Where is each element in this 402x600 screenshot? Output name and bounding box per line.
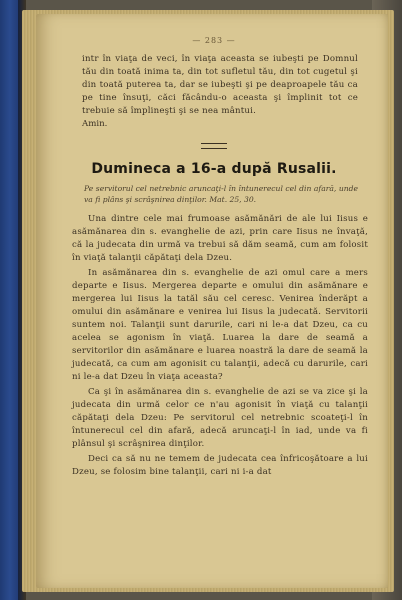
- body-paragraph: Ca şi în asămănarea din s. evanghelie de azi se va zice şi la judecata din urmă celor ce n'au agonisit în viaţă cu talanţii căpătaţi dela Dzeu: Pe servitorul cel netrebnic scoateţi-l în întunerecul cel din afară, adecă aruncaţi-l în iad, unde va fi plânsul şi scrâşnirea dinţilor.: [72, 387, 368, 449]
- body-paragraph: In asămănarea din s. evanghelie de azi omul care a mers departe e Iisus. Mergerea departe e omului din asămănare e mergerea lui Iisus la tatăl său cel ceresc. Venirea înderăpt a omului din asămănare e venirea lui Iisus la judecată. Servitorii suntem noi. Talanţii sunt darurile, cari ni le-a dat Dzeu, ca cu acelea se agonism în viaţă. Luarea la dare de seamă a servitorilor din asămănare e luarea noastră la dare de seamă la judecată, ca cum am agonisit cu talanţii, adecă cu darurile, cari ni le-a dat Dzeu în viaţa aceasta?: [72, 268, 368, 382]
- page-content: [50, 14, 378, 574]
- body-paragraph: Una dintre cele mai frumoase asămănări de ale lui Iisus e asămănarea din s. evanghelie de azi, prin care Iisus ne învaţă, că la judecata din urmă va trebui să dăm seamă, cum am folosit în viaţă talanţii căpătaţi dela Dzeu.: [72, 214, 368, 263]
- epigraph-quote: Pe servitorul cel netrebnic aruncaţi-l în întunerecul cel din afară, unde va fi plâns şi scrâşnirea dinţilor. Mat. 25, 30.: [84, 184, 358, 204]
- amen-line: Amin.: [82, 119, 108, 129]
- sermon-body: [50, 213, 378, 479]
- body-paragraph: Deci ca să nu ne temem de judecata cea înfricoşătoare a lui Dzeu, se folosim bine talanţii, cari ni i-a dat: [72, 454, 368, 477]
- page-number: — 283 —: [192, 36, 236, 45]
- section-title: Dumineca a 16-a după Rusalii.: [91, 161, 337, 177]
- closing-paragraph: intr în viaţa de veci, în viaţa aceasta se iubeşti pe Domnul tău din toată inima ta, din tot sufletul tău, din tot cugetul şi din toată puterea ta, dar se iubeşti şi pe deaproapele tău ca pe tine însuţi, căci făcându-o aceasta şi împlinit tot ce trebuie să împlineşti şi se nea mântui.: [82, 54, 358, 116]
- section-divider: [201, 143, 227, 149]
- previous-sermon-ending: [50, 53, 378, 118]
